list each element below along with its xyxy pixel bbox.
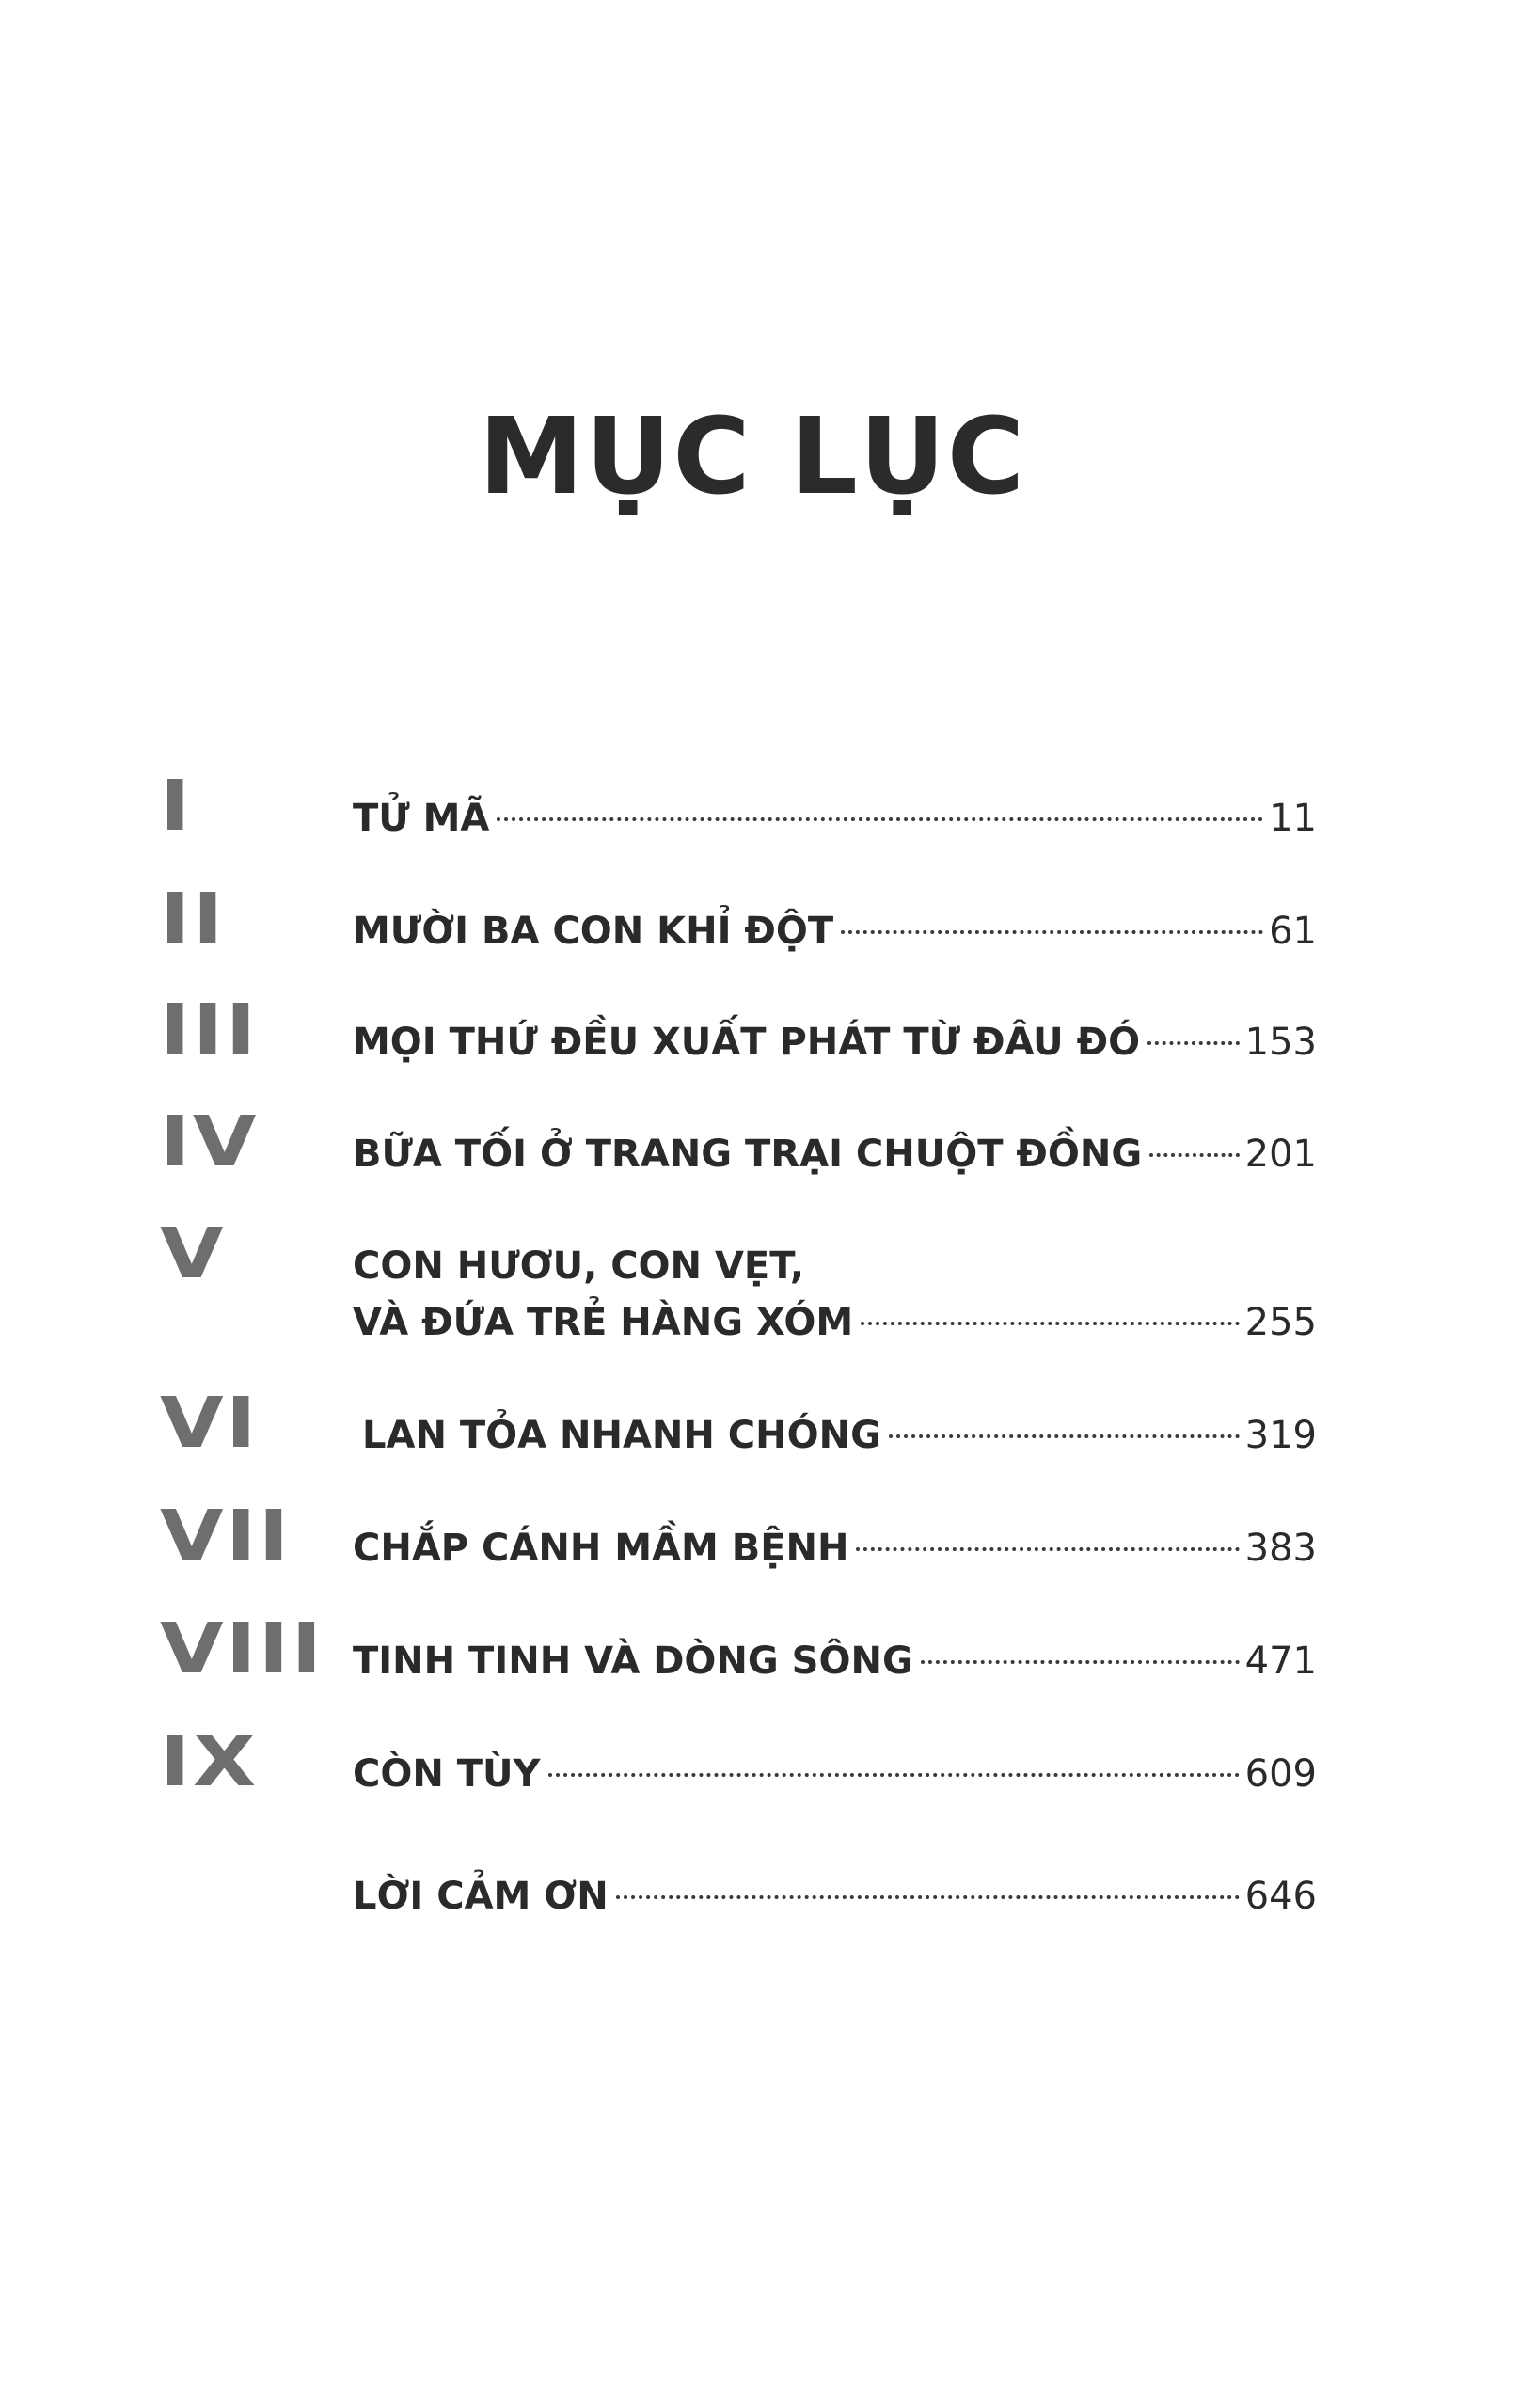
chapter-title: CON HƯƠU, CON VẸT, <box>353 1244 805 1288</box>
dot-leader <box>548 1773 1240 1777</box>
chapter-title-block <box>362 1407 1317 1464</box>
chapter-numeral: II <box>160 879 226 959</box>
chapter-line <box>362 1407 1317 1464</box>
dot-leader <box>1149 1153 1239 1157</box>
dot-leader <box>841 930 1263 934</box>
dot-leader <box>856 1547 1239 1551</box>
chapter-title-continued: VÀ ĐỨA TRẺ HÀNG XÓM <box>353 1301 854 1344</box>
page-number: 319 <box>1244 1414 1317 1457</box>
dot-leader <box>1147 1041 1240 1045</box>
chapter-title: MỌI THỨ ĐỀU XUẤT PHÁT TỪ ĐÂU ĐÓ <box>353 1021 1141 1064</box>
chapter-line <box>353 790 1317 847</box>
chapter-title-block <box>353 1633 1317 1689</box>
page-number: 471 <box>1244 1640 1317 1683</box>
page-number: 61 <box>1269 910 1317 953</box>
chapter-title: TINH TINH VÀ DÒNG SÔNG <box>353 1640 913 1683</box>
chapter-numeral: VI <box>160 1383 259 1464</box>
chapter-line <box>353 1520 1317 1576</box>
chapter-title-block <box>353 1238 1317 1351</box>
page-number: 201 <box>1244 1133 1317 1176</box>
chapter-line <box>353 1238 1317 1294</box>
chapter-numeral: VIII <box>160 1608 324 1689</box>
acknowledgements-title: LỜI CẢM ƠN <box>353 1875 609 1918</box>
chapter-numeral: III <box>160 990 259 1070</box>
page-number: 11 <box>1269 797 1317 840</box>
chapter-numeral: VII <box>160 1496 292 1576</box>
chapter-line <box>353 1868 1317 1925</box>
page-number: 255 <box>1244 1301 1317 1344</box>
chapter-numeral: IX <box>160 1721 259 1802</box>
page-number: 153 <box>1244 1021 1317 1064</box>
chapter-title-block <box>353 903 1317 959</box>
chapter-title: BỮA TỐI Ở TRANG TRẠI CHUỘT ĐỒNG <box>353 1133 1143 1176</box>
chapter-title-block <box>353 1126 1317 1182</box>
chapter-title: TỬ MÃ <box>353 797 490 840</box>
chapter-line <box>353 1126 1317 1182</box>
chapter-line <box>353 1294 1317 1351</box>
chapter-line <box>353 1014 1317 1070</box>
chapter-title: MƯỜI BA CON KHỈ ĐỘT <box>353 910 834 953</box>
chapter-title: CHẮP CÁNH MẦM BỆNH <box>353 1527 849 1570</box>
chapter-line <box>353 903 1317 959</box>
page-number: 646 <box>1244 1875 1317 1918</box>
dot-leader <box>861 1322 1239 1325</box>
chapter-title: LAN TỎA NHANH CHÓNG <box>362 1414 881 1457</box>
dot-leader <box>497 817 1263 821</box>
page-number: 609 <box>1244 1752 1317 1796</box>
chapter-title-block <box>353 1746 1317 1802</box>
page-number: 383 <box>1244 1527 1317 1570</box>
dot-leader <box>921 1660 1240 1664</box>
page-title: MỤC LỤC <box>478 396 1027 518</box>
chapter-title-block <box>353 1014 1317 1070</box>
chapter-numeral: V <box>160 1213 226 1294</box>
chapter-title-block <box>353 790 1317 847</box>
chapter-numeral: I <box>160 766 193 847</box>
chapter-line <box>353 1633 1317 1689</box>
dot-leader <box>889 1434 1240 1438</box>
chapter-title-block <box>353 1868 1317 1925</box>
chapter-line <box>353 1746 1317 1802</box>
dot-leader <box>616 1895 1240 1899</box>
chapter-title: CÒN TÙY <box>353 1752 541 1796</box>
chapter-title-block <box>353 1520 1317 1576</box>
chapter-numeral: IV <box>160 1101 259 1182</box>
